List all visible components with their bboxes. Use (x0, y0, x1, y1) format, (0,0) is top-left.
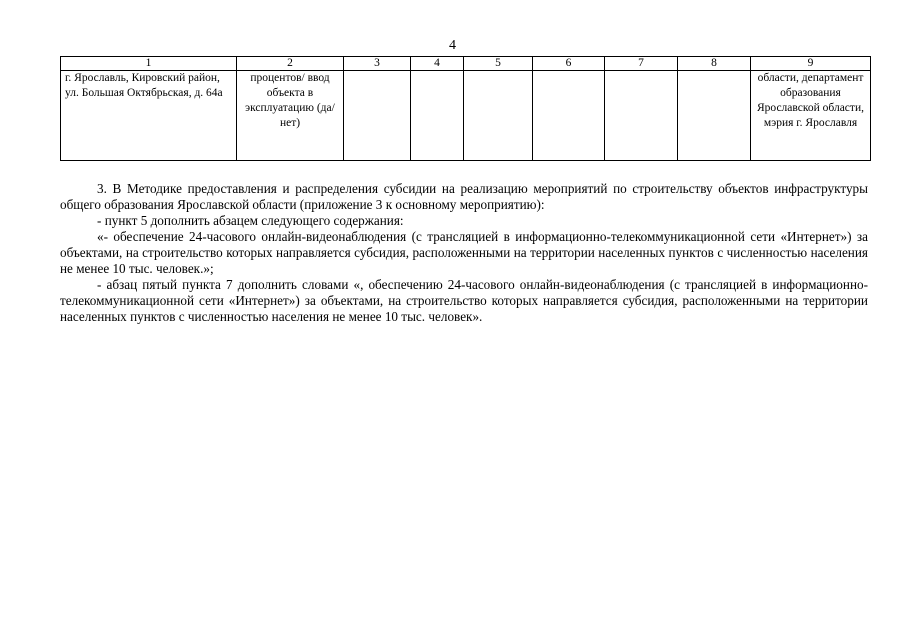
column-header-2: 2 (237, 57, 344, 71)
paragraph-item-5: - пункт 5 дополнить абзацем следующего содержания: (97, 213, 404, 228)
column-header-6: 6 (533, 57, 605, 71)
cell-col4 (411, 71, 464, 161)
table-header-row (61, 57, 871, 71)
column-header-8: 8 (678, 57, 751, 71)
paragraph-item-7: - абзац пятый пункта 7 дополнить словами «, обеспечению 24-часового онлайн-видеонаблюдения (с трансляцией в информационно-телекоммуникационной сети «Интернет») за объектами, на строительство которых направляется субсидия, расположенными на территории населенных пунктов с численностью населения не менее 10 тыс. человек». (60, 277, 868, 324)
document-body (60, 181, 868, 325)
cell-col8 (678, 71, 751, 161)
cell-col6 (533, 71, 605, 161)
paragraph-quote: «- обеспечение 24-часового онлайн-видеонаблюдения (с трансляцией в информационно-телекоммуникационной сети «Интернет») за объектами, на строительство которых направляется субсидия, расположенными на территории населенных пунктов с численностью населения не менее 10 тыс. человек.»; (60, 229, 868, 276)
cell-address: г. Ярославль, Кировский район, ул. Большая Октябрьская, д. 64а (61, 71, 237, 161)
cell-executors: области, департамент образования Ярославской области, мэрия г. Ярославля (751, 71, 871, 161)
column-header-1: 1 (61, 57, 237, 71)
column-header-7: 7 (605, 57, 678, 71)
cell-indicator: процентов/ ввод объекта в эксплуатацию (да/нет) (237, 71, 344, 161)
column-header-5: 5 (464, 57, 533, 71)
cell-col7 (605, 71, 678, 161)
table-row (61, 71, 871, 161)
column-header-9: 9 (751, 57, 871, 71)
cell-col5 (464, 71, 533, 161)
page-number: 4 (449, 38, 456, 53)
column-header-3: 3 (344, 57, 411, 71)
paragraph-methodology: 3. В Методике предоставления и распределения субсидии на реализацию мероприятий по строительству объектов инфраструктуры общего образования Ярославской области (приложение 3 к основному мероприятию): (60, 181, 868, 212)
column-header-4: 4 (411, 57, 464, 71)
data-table (60, 56, 871, 161)
cell-col3 (344, 71, 411, 161)
